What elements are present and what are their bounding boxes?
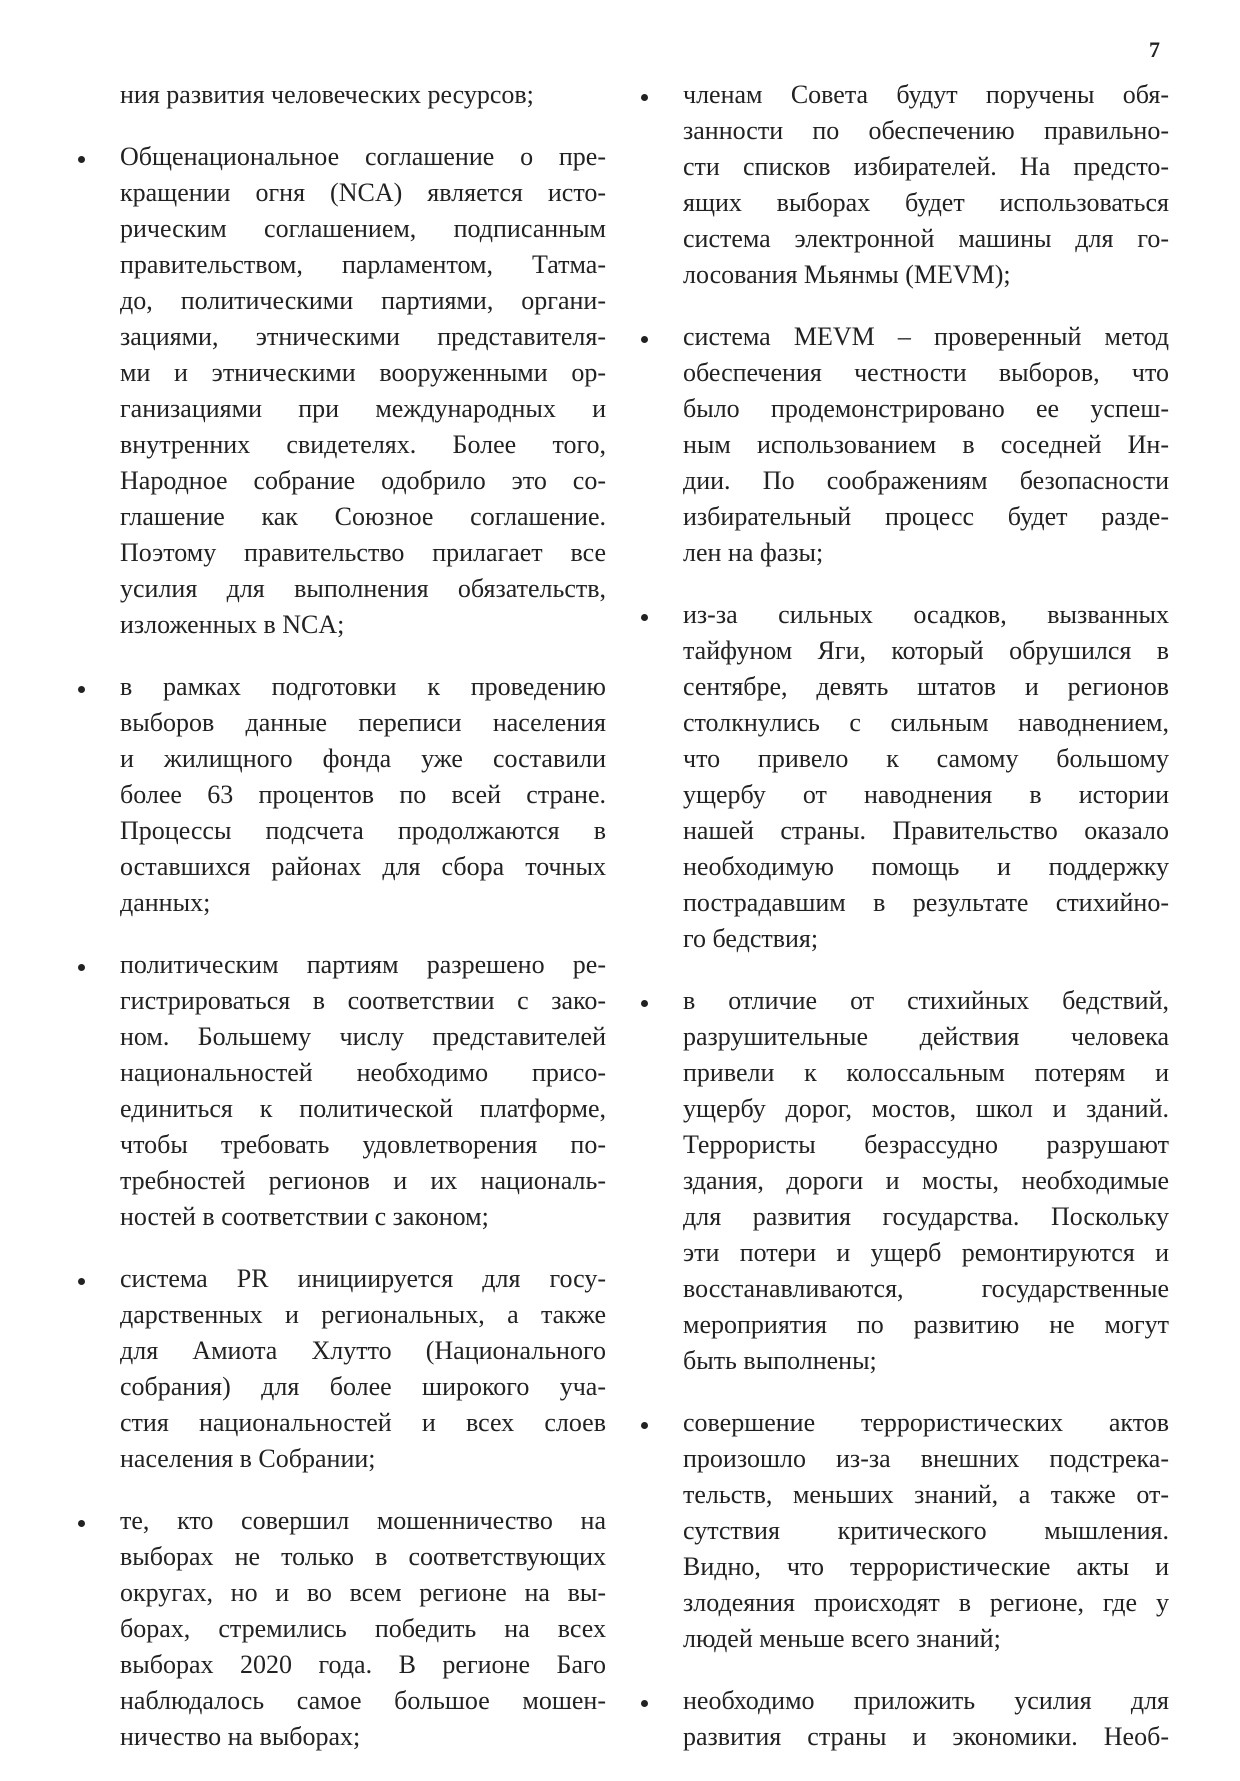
continuation-paragraph [120,77,606,113]
text-line: наблюдалось самое большое мошен- [120,1686,606,1715]
text-line: система PR инициируется для госу- [120,1264,606,1293]
list-item [683,319,1169,571]
text-line: здания, дороги и мосты, необходимые [683,1166,1169,1195]
bullet-icon [641,336,648,343]
list-item [683,983,1169,1379]
text-line: в отличие от стихийных бедствий, [683,986,1169,1015]
list-item [120,1261,606,1477]
list-item [120,947,606,1235]
text-line: политическим партиям разрешено ре- [120,950,606,979]
text-line: кращении огня (NCA) является исто- [120,178,606,207]
text-line: Процессы подсчета продолжаются в [120,816,606,845]
text-line: привели к колоссальным потерям и [683,1058,1169,1087]
paragraph-text [120,947,606,1235]
text-line: система MEVM – проверенный метод [683,322,1169,351]
text-line: ничество на выборах; [120,1722,361,1751]
text-line: для развития государства. Поскольку [683,1202,1169,1231]
text-line: занности по обеспечению правильно- [683,116,1169,145]
text-line: рическим соглашением, подписанным [120,214,606,243]
text-line: что привело к самому большому [683,744,1169,773]
bullet-icon [641,1700,648,1707]
text-line: требностей регионов и их националь- [120,1166,606,1195]
text-line: произошло из-за внешних подстрека- [683,1444,1169,1473]
paragraph-text [683,983,1169,1379]
text-line: пострадавшим в результате стихийно- [683,888,1169,917]
text-line: ным использованием в соседней Ин- [683,430,1169,459]
text-line: гистрироваться в соответствии с зако- [120,986,606,1015]
text-line: Народное собрание одобрило это со- [120,466,606,495]
text-line: дии. По соображениям безопасности [683,466,1169,495]
text-line: более 63 процентов по всей стране. [120,780,606,809]
paragraph-text [683,1405,1169,1657]
text-line: необходимую помощь и поддержку [683,852,1169,881]
bullet-list [120,139,606,1755]
text-line: и жилищного фонда уже составили [120,744,606,773]
page-number: 7 [1149,37,1160,62]
text-line: в рамках подготовки к проведению [120,672,606,701]
bullet-icon [641,614,648,621]
text-line: тельств, меньших знаний, а также от- [683,1480,1169,1509]
text-line: выборов данные переписи населения [120,708,606,737]
paragraph-text [683,319,1169,571]
text-line: правительством, парламентом, Татма- [120,250,606,279]
text-line: выборах не только в соответствующих [120,1542,606,1571]
list-item [683,1405,1169,1657]
text-line: сентябре, девять штатов и регионов [683,672,1169,701]
text-line: глашение как Союзное соглашение. [120,502,606,531]
text-line: избирательный процесс будет разде- [683,502,1169,531]
bullet-icon [78,964,85,971]
text-line: мероприятия по развитию не могут [683,1310,1169,1339]
text-line: злодеяния происходят в регионе, где у [683,1588,1169,1617]
text-line: нашей страны. Правительство оказало [683,816,1169,845]
text-line: быть выполнены; [683,1346,877,1375]
text-line: борах, стремились победить на всех [120,1614,606,1643]
paragraph-text [683,1683,1169,1755]
text-line: ущербу от наводнения в истории [683,780,1169,809]
text-line: из-за сильных осадков, вызванных [683,600,1169,629]
bullet-icon [641,1000,648,1007]
bullet-icon [641,94,648,101]
text-line: изложенных в NCA; [120,610,345,639]
text-line: совершение террористических актов [683,1408,1169,1437]
text-line: ящих выборах будет использоваться [683,188,1169,217]
text-line: необходимо приложить усилия для [683,1686,1169,1715]
text-line: округах, но и во всем регионе на вы- [120,1578,606,1607]
paragraph-text [120,1503,606,1755]
bullet-icon [641,1422,648,1429]
bullet-icon [78,686,85,693]
text-line: ущербу дорог, мостов, школ и зданий. [683,1094,1169,1123]
text-line: сутствия критического мышления. [683,1516,1169,1545]
text-line: собрания) для более широкого уча- [120,1372,606,1401]
text-line: Видно, что террористические акты и [683,1552,1169,1581]
text-line: столкнулись с сильным наводнением, [683,708,1169,737]
text-line: выборах 2020 года. В регионе Баго [120,1650,606,1679]
right-column [683,77,1169,1781]
list-item [120,669,606,921]
text-line: восстанавливаются, государственные [683,1274,1169,1303]
text-line: го бедствия; [683,924,819,953]
text-line: те, кто совершил мошенничество на [120,1506,606,1535]
text-line: единиться к политической платформе, [120,1094,606,1123]
paragraph-text [120,1261,606,1477]
text-line: развития страны и экономики. Необ- [683,1722,1169,1751]
text-line: сти списков избирателей. На предсто- [683,152,1169,181]
text-line: Поэтому правительство прилагает все [120,538,606,567]
text-line: населения в Собрании; [120,1444,376,1473]
text-line: национальностей необходимо присо- [120,1058,606,1087]
text-line: стия национальностей и всех слоев [120,1408,606,1437]
text-line: обеспечения честности выборов, что [683,358,1169,387]
text-line: ми и этническими вооруженными ор- [120,358,606,387]
paragraph-text [120,77,606,113]
bullet-icon [78,156,85,163]
list-item [120,139,606,643]
text-line: система электронной машины для го- [683,224,1169,253]
bullet-icon [78,1278,85,1285]
list-item [683,77,1169,293]
text-line: Общенациональное соглашение о пре- [120,142,606,171]
text-line: ния развития человеческих ресурсов; [120,80,534,109]
bullet-list [683,77,1169,1755]
list-item [683,597,1169,957]
paragraph-text [683,77,1169,293]
text-line: разрушительные действия человека [683,1022,1169,1051]
text-line: дарственных и региональных, а также [120,1300,606,1329]
text-line: усилия для выполнения обязательств, [120,574,606,603]
text-line: до, политическими партиями, органи- [120,286,606,315]
paragraph-text [683,597,1169,957]
text-line: данных; [120,888,211,917]
text-line: ганизациями при международных и [120,394,606,423]
paragraph-text [120,669,606,921]
text-line: членам Совета будут поручены обя- [683,80,1169,109]
text-line: Террористы безрассудно разрушают [683,1130,1169,1159]
text-line: тайфуном Яги, который обрушился в [683,636,1169,665]
left-column [120,77,606,1781]
text-line: оставшихся районах для сбора точных [120,852,606,881]
text-line: зациями, этническими представителя- [120,322,606,351]
text-line: ном. Большему числу представителей [120,1022,606,1051]
text-line: эти потери и ущерб ремонтируются и [683,1238,1169,1267]
bullet-icon [78,1520,85,1527]
text-line: внутренних свидетелях. Более того, [120,430,606,459]
text-line: людей меньше всего знаний; [683,1624,1001,1653]
text-line: ностей в соответствии с законом; [120,1202,489,1231]
list-item [120,1503,606,1755]
list-item [683,1683,1169,1755]
text-line: лен на фазы; [683,538,824,567]
text-line: для Амиота Хлутто (Национального [120,1336,606,1365]
text-line: было продемонстрировано ее успеш- [683,394,1169,423]
text-line: чтобы требовать удовлетворения по- [120,1130,606,1159]
paragraph-text [120,139,606,643]
text-line: лосования Мьянмы (MEVM); [683,260,1011,289]
